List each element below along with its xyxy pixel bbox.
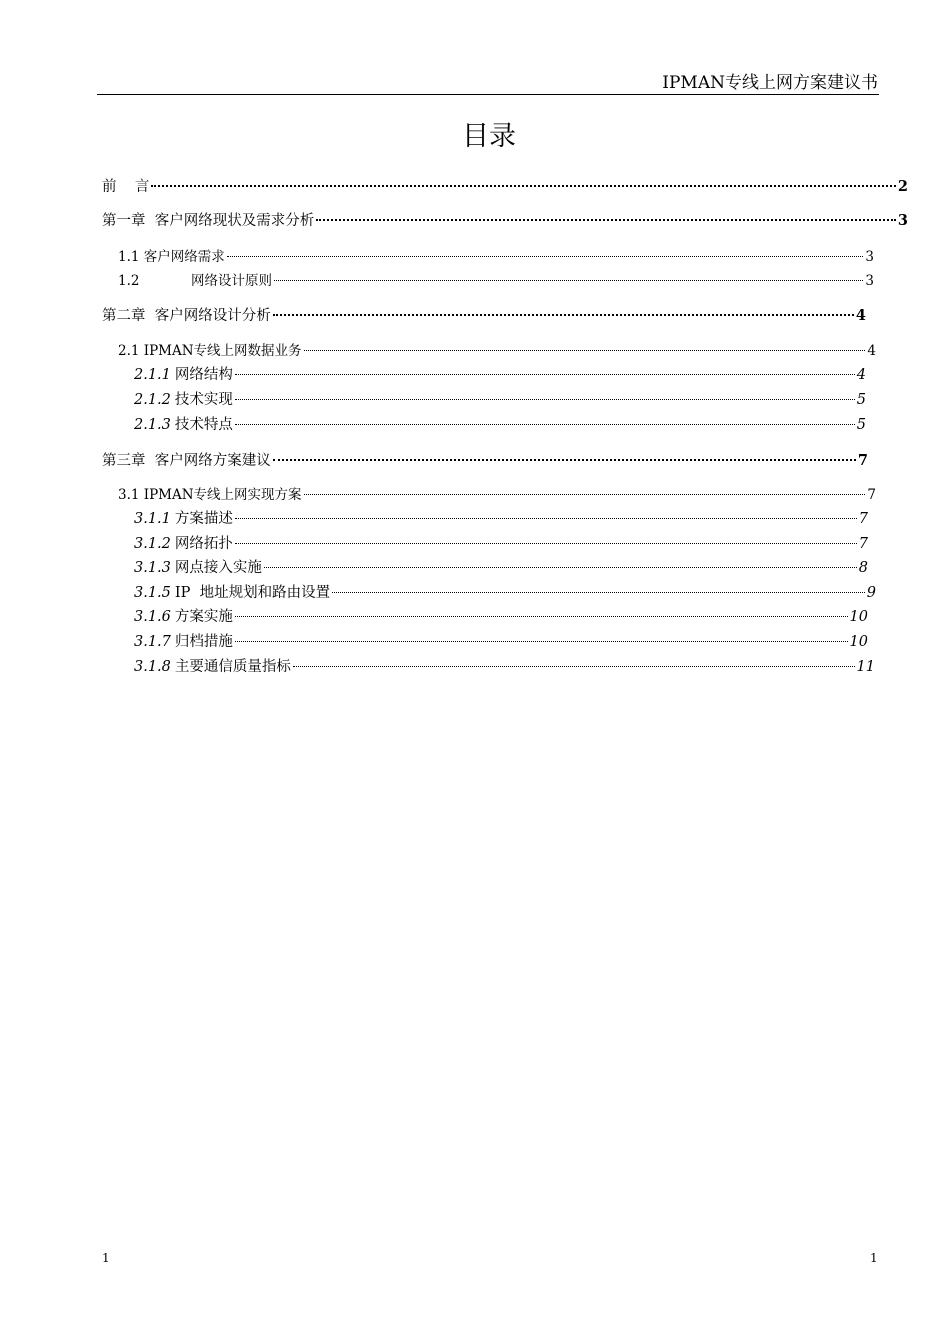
toc-entry-label: 第三章 客户网络方案建议 [102, 453, 271, 469]
toc-leader-dots [273, 314, 854, 316]
toc-entry-label: 主要通信质量指标 [174, 659, 291, 675]
toc-entry-number: 2.1.3 [134, 417, 171, 433]
toc-leader-dots [316, 219, 896, 221]
toc-entry[interactable] [134, 557, 868, 579]
toc-leader-dots [235, 374, 855, 375]
toc-entry-label: 归档措施 [174, 634, 233, 650]
toc-title: 目录 [462, 121, 516, 152]
toc-entry-label: IP 地址规划和路由设置 [174, 585, 331, 601]
toc-entry-label: 第一章 客户网络现状及需求分析 [102, 213, 315, 229]
toc-entry[interactable] [102, 176, 908, 198]
toc-leader-dots [332, 592, 865, 593]
toc-entry-page: 4 [867, 343, 876, 359]
toc-leader-dots [274, 280, 863, 281]
toc-entry-number: 3.1.6 [134, 609, 171, 625]
toc-entry-page: 3 [897, 212, 908, 229]
toc-entry[interactable] [134, 606, 868, 628]
toc-entry[interactable] [102, 305, 866, 327]
toc-entry-number: 3.1.3 [134, 560, 171, 576]
toc-leader-dots [273, 459, 856, 461]
toc-leader-dots [235, 616, 848, 617]
toc-entry-number: 3.1.2 [134, 536, 171, 552]
toc-entry-number: 2.1.1 [134, 367, 171, 383]
toc-entry-label: 1.1 客户网络需求 [118, 249, 225, 265]
toc-leader-dots [235, 518, 857, 519]
header-rule [97, 94, 879, 95]
toc-entry-label: 网点接入实施 [174, 560, 262, 576]
toc-leader-dots [227, 256, 864, 257]
toc-entry[interactable] [118, 484, 876, 506]
toc-entry[interactable] [118, 340, 876, 362]
toc-entry-page: 7 [857, 452, 868, 469]
toc-entry[interactable] [134, 364, 866, 386]
toc-entry-page: 4 [856, 367, 866, 383]
toc-leader-dots [304, 494, 866, 495]
toc-entry-label: 方案实施 [174, 609, 233, 625]
toc-leader-dots [235, 543, 857, 544]
toc-entry-label: 技术特点 [174, 417, 233, 433]
toc-entry[interactable] [134, 582, 876, 604]
toc-entry[interactable] [134, 656, 875, 678]
toc-entry-page: 7 [858, 511, 868, 527]
toc-entry-page: 8 [858, 560, 868, 576]
toc-leader-dots [235, 424, 855, 425]
toc-entry-number: 3.1.7 [134, 634, 171, 650]
toc-leader-dots [235, 641, 848, 642]
toc-entry[interactable] [134, 508, 868, 530]
toc-entry-page: 7 [858, 536, 868, 552]
toc-entry-label: 1.2 网络设计原则 [118, 273, 272, 289]
toc-entry-number: 2.1.2 [134, 392, 171, 408]
toc-entry-number: 3.1.8 [134, 659, 171, 675]
toc-entry[interactable] [134, 533, 868, 555]
toc-entry-page: 3 [865, 273, 874, 289]
toc-entry[interactable] [134, 631, 868, 653]
toc-entry-label: 网络结构 [174, 367, 233, 383]
toc-entry-label: 网络拓扑 [174, 536, 233, 552]
toc-leader-dots [304, 350, 866, 351]
toc-entry-page: 10 [849, 609, 868, 625]
toc-entry-label: 3.1 IPMAN专线上网实现方案 [118, 487, 302, 503]
toc-entry[interactable] [134, 389, 866, 411]
toc-entry-label: 方案描述 [174, 511, 233, 527]
toc-leader-dots [293, 666, 855, 667]
toc-entry-label: 第二章 客户网络设计分析 [102, 308, 271, 324]
toc-entry-page: 11 [856, 659, 875, 675]
toc-entry[interactable] [102, 450, 868, 472]
toc-entry[interactable] [102, 210, 908, 232]
toc-entry-page: 2 [897, 178, 908, 195]
toc-entry-page: 5 [856, 392, 866, 408]
header-title: IPMAN专线上网方案建议书 [662, 73, 878, 93]
toc-entry-label: 前 言 [102, 179, 150, 195]
toc-entry-page: 10 [849, 634, 868, 650]
toc-entry-page: 3 [865, 249, 874, 265]
toc-entry-page: 5 [856, 417, 866, 433]
toc-entry-page: 7 [867, 487, 876, 503]
toc-leader-dots [264, 567, 857, 568]
toc-entry[interactable] [134, 414, 866, 436]
toc-entry[interactable] [118, 270, 874, 292]
toc-entry[interactable] [118, 246, 874, 268]
toc-entry-number: 3.1.5 [134, 585, 171, 601]
toc-entry-page: 9 [866, 585, 876, 601]
toc-entry-number: 3.1.1 [134, 511, 171, 527]
toc-entry-label: 2.1 IPMAN专线上网数据业务 [118, 343, 302, 359]
toc-entry-label: 技术实现 [174, 392, 233, 408]
footer-page-left: 1 [102, 1251, 110, 1265]
toc-leader-dots [151, 185, 895, 187]
footer-page-right: 1 [870, 1251, 878, 1265]
toc-entry-page: 4 [855, 307, 866, 324]
toc-leader-dots [235, 399, 855, 400]
